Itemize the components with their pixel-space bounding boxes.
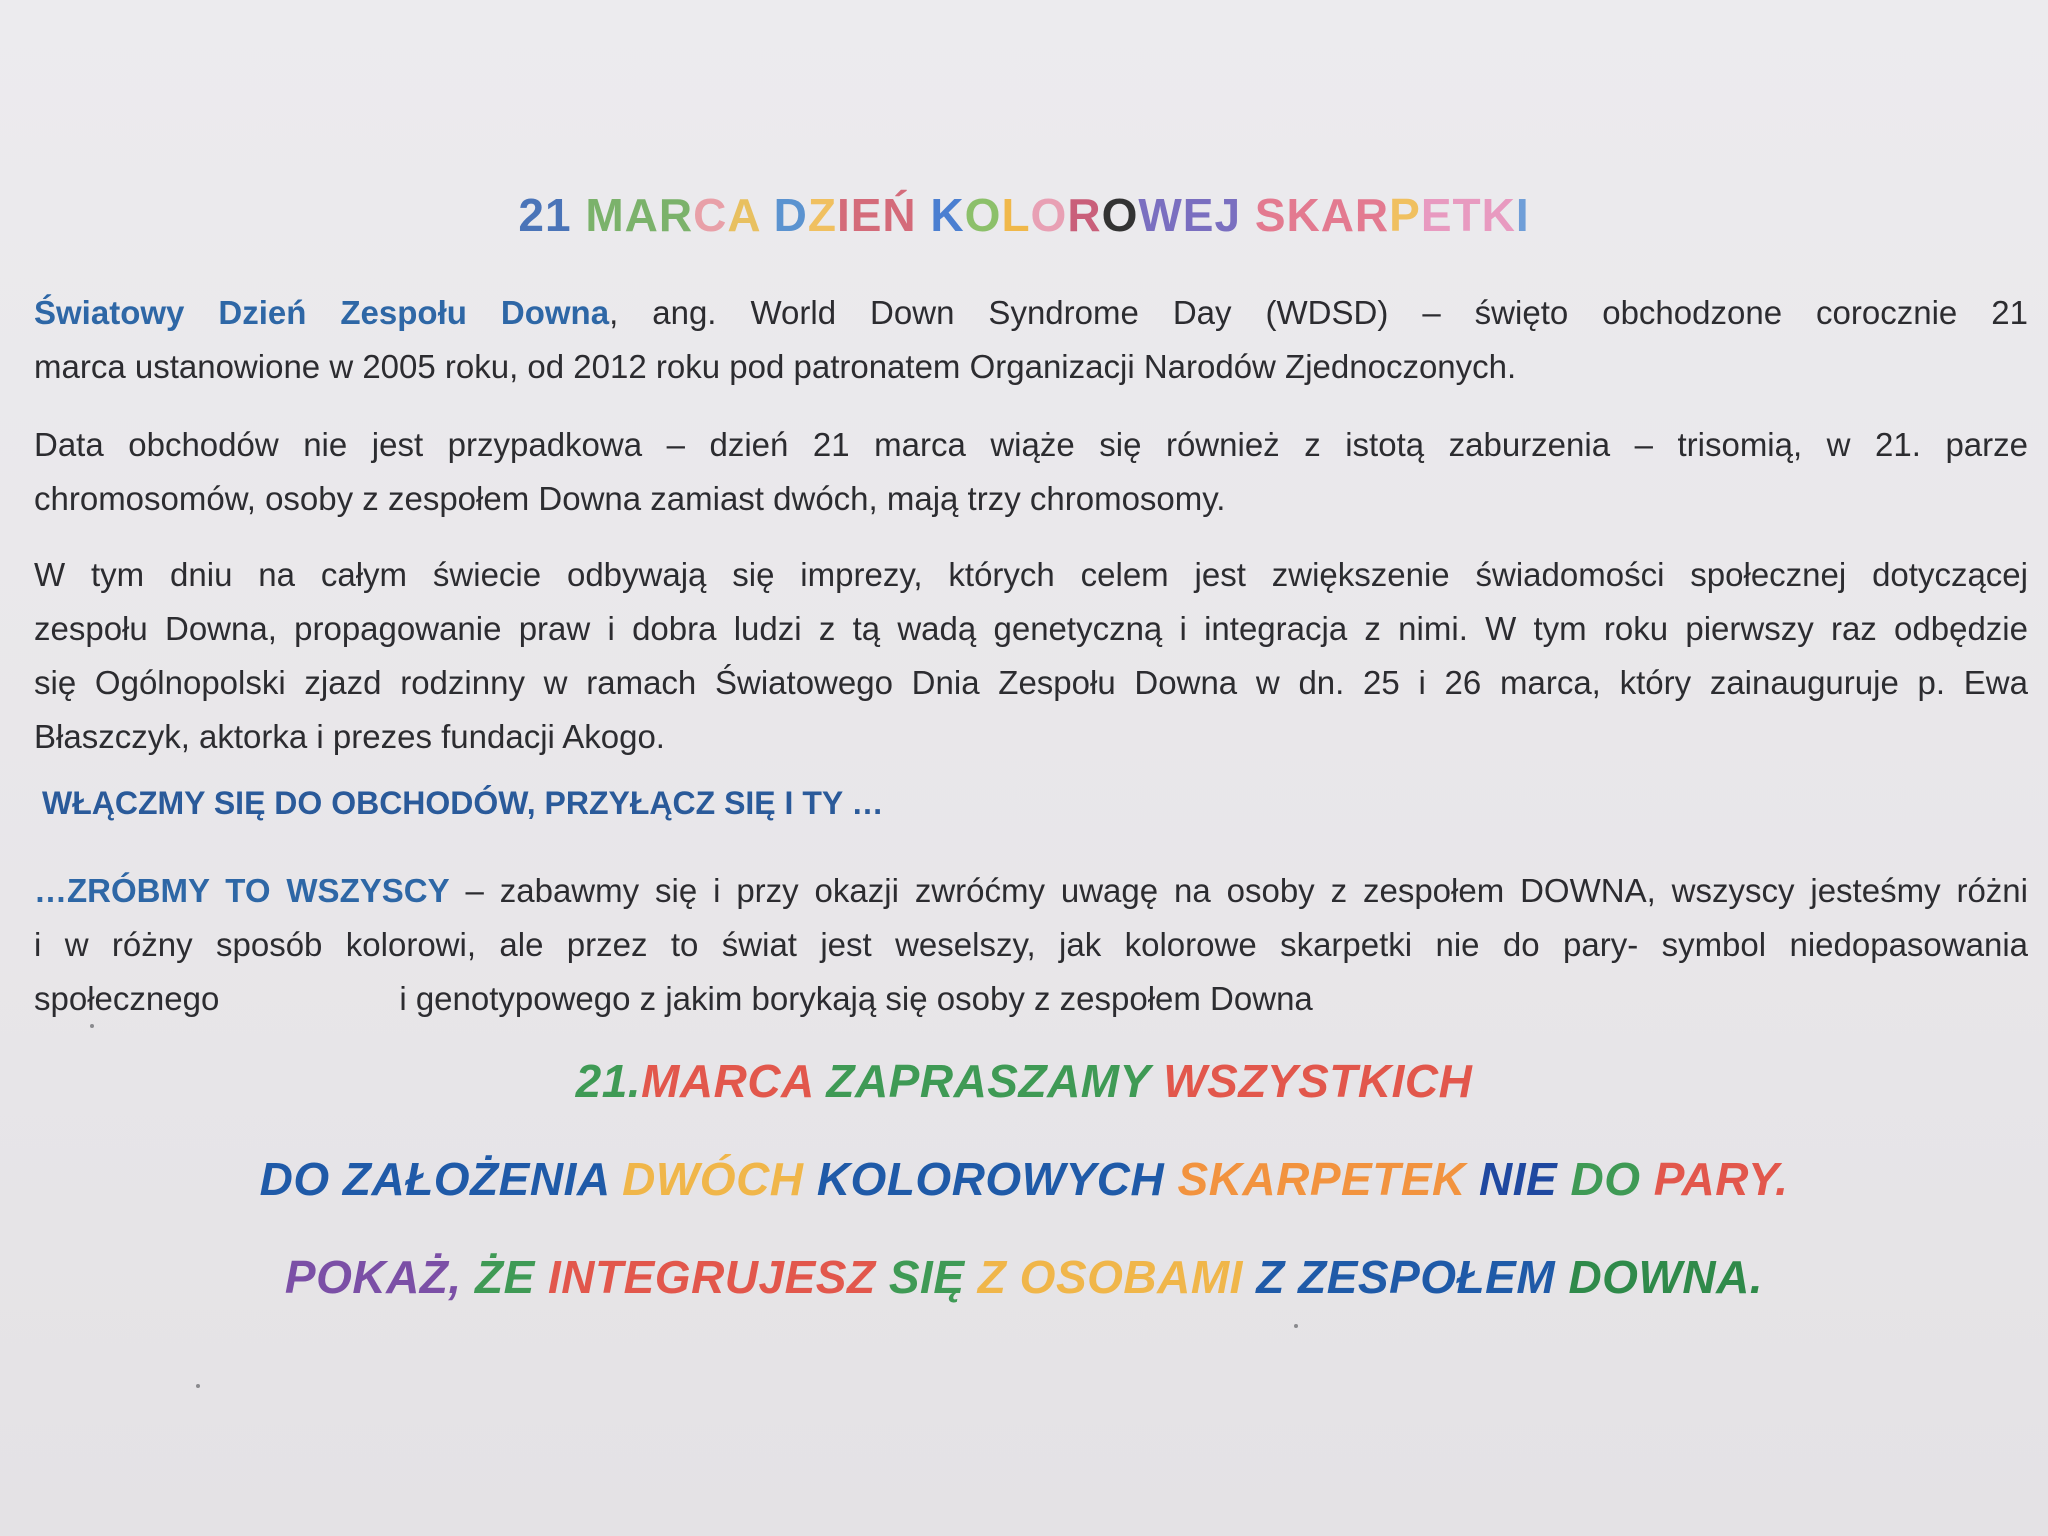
title-segment: O [1101, 189, 1139, 241]
text-line: się Ogólnopolski zjazd rodzinny w ramach Światowego Dnia Zespołu Downa w dn. 25 i 26 marca, który zainauguruje p. Ewa [34, 664, 2028, 701]
text-span: , ang. World Down Syndrome Day (WDSD) – święto obchodzone corocznie 21 [609, 294, 2028, 331]
cta2-segment: DWÓCH [622, 1153, 817, 1205]
paper-speck [90, 1024, 94, 1028]
title-segment: 21 [518, 189, 586, 241]
cta3-segment: DOWNA. [1568, 1251, 1764, 1303]
invite-line-3 [0, 1250, 2048, 1304]
title-segment: O [1030, 189, 1068, 241]
paper-speck [196, 1384, 200, 1388]
paragraph-call [34, 864, 2028, 1026]
text-line: i w różny sposób kolorowi, ale przez to świat jest weselszy, jak kolorowe skarpetki nie do pary- symbol niedopasowania [34, 926, 2028, 963]
cta1-segment: MARCA [641, 1055, 827, 1107]
text-span: – zabawmy się i przy okazji zwróćmy uwagę na osoby z zespołem DOWNA, wszyscy jesteśmy różni [449, 872, 2028, 909]
text-line: zespołu Downa, propagowanie praw i dobra ludzi z tą wadą genetyczną i integracja z nimi. W tym roku pierwszy raz odbędzie [34, 610, 2028, 647]
cta3-segment: ŻE [474, 1251, 549, 1303]
cta1-segment: WSZYSTKICH [1163, 1055, 1473, 1107]
cta2-segment: PARY. [1653, 1153, 1789, 1205]
title-segment: K [930, 189, 965, 241]
cta2-segment: KOLOROWYCH [816, 1153, 1178, 1205]
paragraph-intro [34, 286, 2028, 394]
cta3-segment: POKAŻ, [284, 1251, 475, 1303]
invite-line-2 [0, 1152, 2048, 1206]
text-line: Błaszczyk, aktorka i prezes fundacji Akogo. [34, 718, 665, 755]
title-segment: Z [807, 189, 837, 241]
cta2-segment: DO [1570, 1153, 1654, 1205]
paragraph-date [34, 418, 2028, 526]
cta2-segment: DO ZAŁOŻENIA [259, 1153, 623, 1205]
title-segment: I [1515, 189, 1530, 241]
text-span: i genotypowego z jakim borykają się osoby z zespołem Downa [399, 980, 1313, 1017]
title-segment: MAR [585, 189, 694, 241]
title-segment: WEJ [1138, 189, 1255, 241]
cta3-segment: Z ZESPOŁEM [1256, 1251, 1569, 1303]
text-line: W tym dniu na całym świecie odbywają się imprezy, których celem jest zwiększenie świadomości społecznej dotyczącej [34, 556, 2028, 593]
paragraph-events [34, 548, 2028, 764]
text-line: Data obchodów nie jest przypadkowa – dzień 21 marca wiąże się również z istotą zaburzenia – trisomią, w 21. parze [34, 426, 2028, 463]
cta1-segment: 21. [575, 1055, 642, 1107]
join-heading: WŁĄCZMY SIĘ DO OBCHODÓW, PRZYŁĄCZ SIĘ I TY … [42, 785, 884, 821]
cta3-segment: INTEGRUJESZ [548, 1251, 889, 1303]
cta3-segment: SIĘ [888, 1251, 978, 1303]
highlight-wdsd: Światowy Dzień Zespołu Downa [34, 294, 610, 331]
title-segment: C [693, 189, 728, 241]
title-segment: SKAR [1254, 189, 1390, 241]
text-line: chromosomów, osoby z zespołem Downa zamiast dwóch, mają trzy chromosomy. [34, 480, 1226, 517]
text-span: społecznego [34, 980, 220, 1017]
title-segment: L [1001, 189, 1031, 241]
title-segment: ETK [1420, 189, 1516, 241]
cta2-segment: SKARPETEK [1177, 1153, 1479, 1205]
highlight-zrobmy: …ZRÓBMY TO WSZYSCY [34, 872, 450, 909]
cta2-segment: NIE [1479, 1153, 1571, 1205]
cta1-segment: ZAPRASZAMY [826, 1055, 1164, 1107]
title-segment: D [773, 189, 808, 241]
paper-speck [1294, 1324, 1298, 1328]
invite-line-1 [0, 1054, 2048, 1108]
title-segment: P [1389, 189, 1421, 241]
title-segment: R [1067, 189, 1102, 241]
title-segment: A [727, 189, 774, 241]
title-segment: IEŃ [836, 189, 931, 241]
cta3-segment: Z OSOBAMI [977, 1251, 1257, 1303]
title-segment: O [964, 189, 1002, 241]
document-title [0, 188, 2048, 242]
text-line: marca ustanowione w 2005 roku, od 2012 roku pod patronatem Organizacji Narodów Zjednoczonych. [34, 348, 1517, 385]
